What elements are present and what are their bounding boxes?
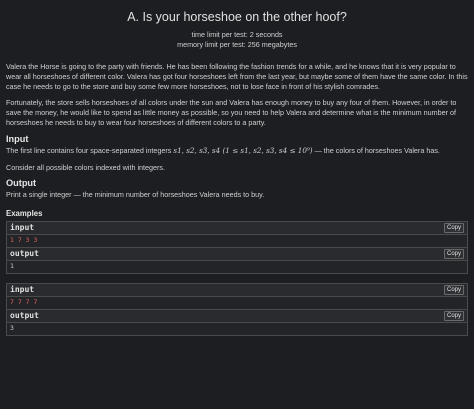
example-2-input-header [7, 284, 467, 297]
example-2-output-value: 3 [10, 323, 14, 332]
example-1-input-header [7, 222, 467, 235]
input-math: s1, s2, s3, s4 (1 ≤ s1, s2, s3, s4 ≤ 10⁹) [173, 145, 313, 155]
input-paragraph-1 [6, 146, 468, 156]
statement-paragraph-2: Fortunately, the store sells horseshoes of all colors under the sun and Valera has enough money to buy any four of them. However, in order to save the money, he would like to spend as little money as possible, so you need to help Valera and determine what is the minimum number of horseshoes he needs to buy to wear four horseshoes of different colors to a party. [6, 98, 457, 128]
output-label: output [10, 310, 39, 320]
example-2 [6, 283, 468, 336]
copy-button[interactable]: Copy [444, 223, 464, 233]
output-paragraph: Print a single integer — the minimum number of horseshoes Valera needs to buy. [6, 189, 265, 199]
example-1 [6, 221, 468, 274]
input-label: input [10, 284, 35, 294]
input-text-post: — the colors of horseshoes Valera has. [312, 145, 440, 155]
example-1-output-value: 1 [10, 261, 14, 270]
copy-button[interactable]: Copy [444, 249, 464, 259]
example-1-output-block [6, 248, 468, 274]
output-heading: Output [6, 177, 37, 188]
example-2-output-block [6, 310, 468, 336]
input-text-pre: The first line contains four space-separated integers [6, 145, 174, 155]
example-2-input-block [6, 283, 468, 310]
example-2-input-value: 7 7 7 7 [10, 297, 38, 306]
problem-page [6, 0, 468, 409]
memory-limit: memory limit per test: 256 megabytes [177, 40, 297, 49]
input-label: input [10, 222, 35, 232]
example-1-output-header [7, 248, 467, 261]
example-2-output-header [7, 310, 467, 323]
output-label: output [10, 248, 39, 258]
example-1-input-value: 1 7 3 3 [10, 235, 38, 244]
copy-button[interactable]: Copy [444, 311, 464, 321]
examples-heading: Examples [6, 208, 43, 218]
example-1-input-block [6, 221, 468, 248]
copy-button[interactable]: Copy [444, 285, 464, 295]
input-heading: Input [6, 133, 29, 144]
time-limit: time limit per test: 2 seconds [191, 30, 283, 39]
statement-paragraph-1: Valera the Horse is going to the party with friends. He has been following the fashion trends for a while, and he knows that it is very popular to wear all horseshoes of different color. Valera has got four horseshoes left from the last year, but maybe some of them have the same color. In this case he needs to go to the store and buy some few more horseshoes, not to lose face in front of his stylish comrades. [6, 62, 468, 92]
problem-title: A. Is your horseshoe on the other hoof? [127, 10, 347, 24]
input-paragraph-2: Consider all possible colors indexed with integers. [6, 162, 166, 172]
